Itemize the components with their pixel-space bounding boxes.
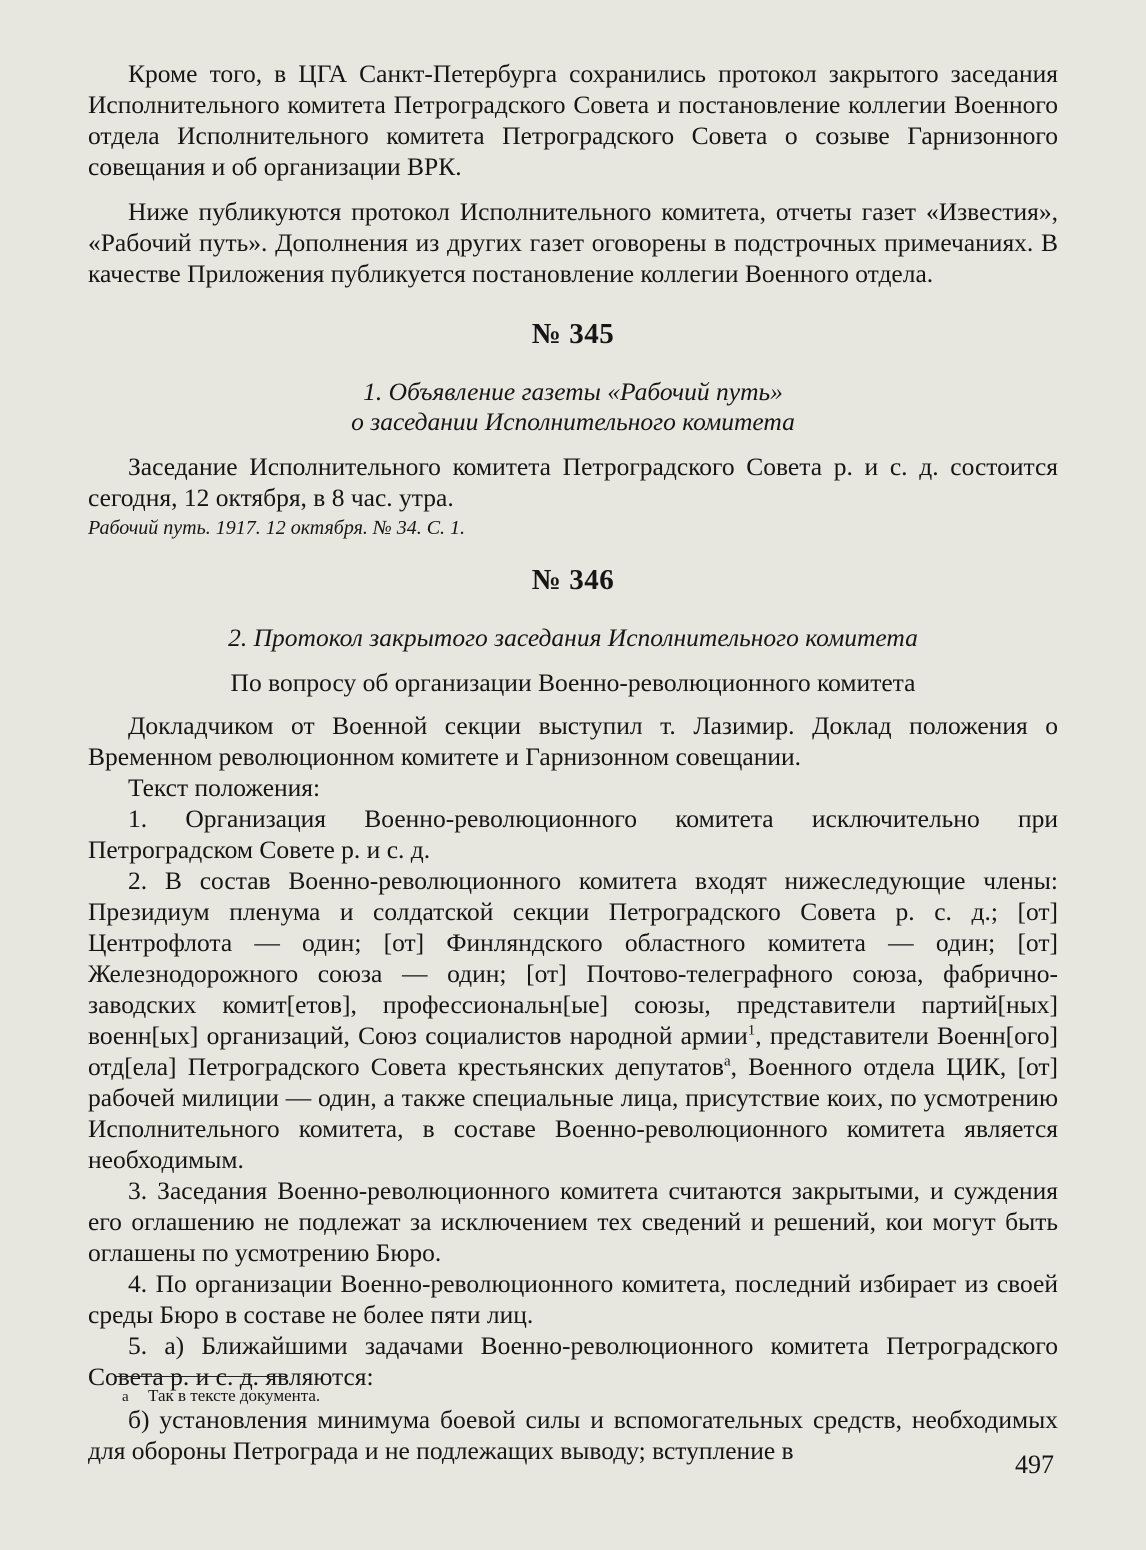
document-345-title-line-1: 1. Объявление газеты «Рабочий путь» xyxy=(363,377,783,406)
footnote-mark: а xyxy=(122,1389,129,1405)
footnote-ref-a: а xyxy=(723,1053,731,1070)
document-page xyxy=(88,58,1058,1528)
document-345-title xyxy=(88,377,1058,437)
footnote-text: Так в тексте документа. xyxy=(148,1386,321,1405)
document-346-item-5a: 5. а) Ближайшими задачами Военно-революционного комитета Петроградского Совета р. и с. д. являются: xyxy=(88,1331,1058,1391)
intro-paragraph-2: Ниже публикуются протокол Исполнительного комитета, отчеты газет «Известия», «Рабочий путь». Дополнения из других газет оговорены в подстрочных примечаниях. В качестве Приложения публикуется постановление коллегии Военного отдела. xyxy=(88,197,1058,288)
document-346-item-1: 1. Организация Военно-революционного комитета исключительно при Петроградском Совете р. и с. д. xyxy=(88,804,1058,864)
document-345-source: Рабочий путь. 1917. 12 октября. № 34. С. 1. xyxy=(88,517,466,539)
item-2-text-part-2: , представители Военн[ого] отд[ела] Петроградского Совета крестьянских депутатов xyxy=(88,1021,1058,1081)
item-2-text-part-1: 2. В состав Военно-революционного комитета входят нижеследующие члены: Президиум пленума и солдатской секции Петроградского Совета р. с. д.; [от] Центрофлота — один; [от] Финляндского областного комитета — один; [от] Железнодорожного союза — один; [от] Почтово-телеграфного союза, фабрично-заводских комит[етов], профессиональн[ые] союзы, представители партий[ных] военн[ых] организаций, Союз социалистов народной армии xyxy=(88,866,1058,1050)
document-345-body: Заседание Исполнительного комитета Петроградского Совета р. и с. д. состоится сегодня, 12 октября, в 8 час. утра. xyxy=(88,452,1058,512)
intro-paragraph-1: Кроме того, в ЦГА Санкт-Петербурга сохранились протокол закрытого заседания Исполнительного комитета Петроградского Совета и постановление коллегии Военного отдела Исполнительного комитета Петроградского Совета о созыве Гарнизонного совещания и об организации ВРК. xyxy=(88,59,1058,181)
document-346-title: 2. Протокол закрытого заседания Исполнительного комитета xyxy=(228,623,918,652)
document-346-item-3: 3. Заседания Военно-революционного комитета считаются закрытыми, и суждения его оглашению не подлежат за исключением тех сведений и решений, кои могут быть оглашены по усмотрению Бюро. xyxy=(88,1176,1058,1267)
footnote xyxy=(122,1384,320,1409)
footnote-divider xyxy=(116,1376,286,1377)
document-346-item-5b: б) установления минимума боевой силы и вспомогательных средств, необходимых для обороны Петрограда и не подлежащих выводу; вступление в xyxy=(88,1405,1058,1465)
footnote-ref-1: 1 xyxy=(747,1022,756,1039)
document-346-item-4: 4. По организации Военно-революционного комитета, последний избирает из своей среды Бюро в составе не более пяти лиц. xyxy=(88,1269,1058,1329)
document-number-346: № 346 xyxy=(531,564,615,596)
document-346-speaker: Докладчиком от Военной секции выступил т. Лазимир. Доклад положения о Временном революционном комитете и Гарнизонном совещании. xyxy=(88,711,1058,771)
document-346-text-label: Текст положения: xyxy=(128,773,321,802)
document-number-345: № 345 xyxy=(531,318,615,350)
document-345-title-line-2: о заседании Исполнительного комитета xyxy=(351,407,795,436)
item-2-text-part-3: , Военного отдела ЦИК, [от] рабочей милиции — один, а также специальные лица, присутствие коих, по усмотрению Исполнительного комитета, в составе Военно-революционного комитета является необходимым. xyxy=(88,1052,1058,1174)
page-number: 497 xyxy=(1015,1450,1054,1479)
document-346-subject: По вопросу об организации Военно-революционного комитета xyxy=(230,668,916,697)
document-346-item-2 xyxy=(88,865,1058,1175)
